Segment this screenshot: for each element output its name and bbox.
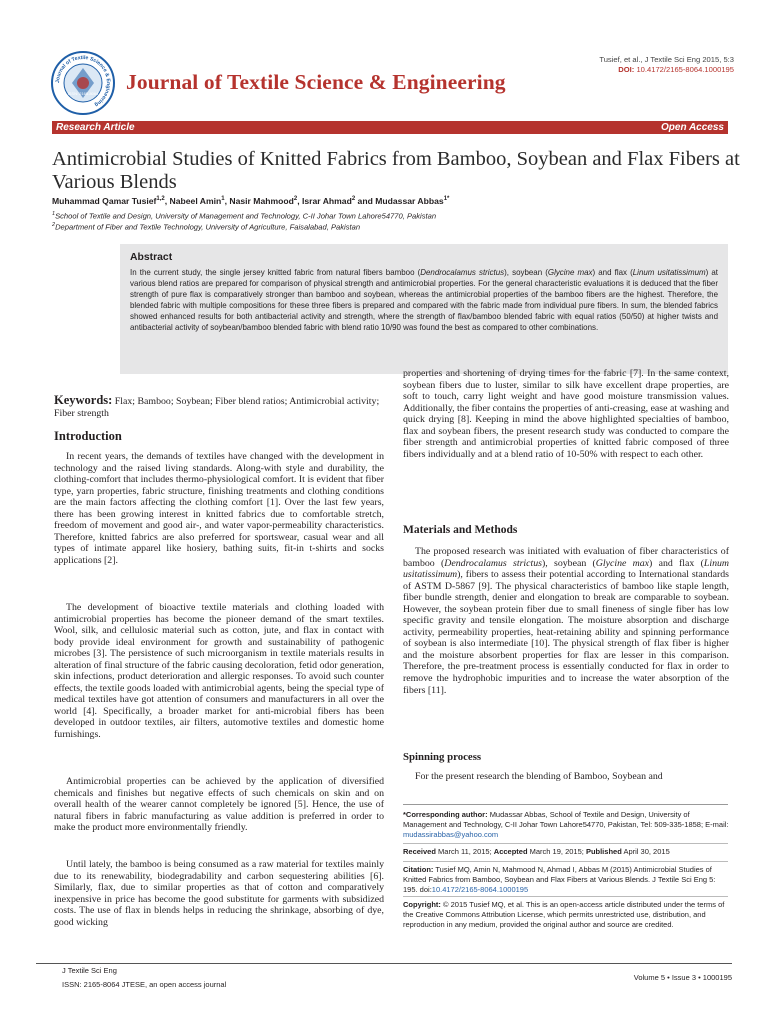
article-dates: Received March 11, 2015; Accepted March 19, 2015; Published April 30, 2015 <box>403 847 670 856</box>
intro-paragraph-3: Antimicrobial properties can be achieved by the application of diversified chemicals and finishes but negative effects of such chemicals on skin and on overall health of the wearer cannot completely be ignored [5]. Hence, the use of natural fibers in fabric manufacturing as value addition is preferred in order to make the product more environmentally friendly. <box>54 776 384 834</box>
keywords-text: Flax; Bamboo; Soybean; Fiber blend ratios; Antimicrobial activity; Fiber strength <box>54 396 380 419</box>
copyright-note: Copyright: © 2015 Tusief MQ, et al. This is an open-access article distributed under the terms of the Creative Commons Attribution License, which permits unrestricted use, distribution, and reproduction in any medium, provided the original author and source are credited. <box>403 900 725 929</box>
footnote-divider-4 <box>403 896 728 897</box>
keywords <box>54 394 384 420</box>
open-access-label: Open Access <box>661 122 724 133</box>
journal-seal-icon <box>50 50 116 116</box>
citation-note: Citation: Tusief MQ, Amin N, Mahmood N, Ahmad I, Abbas M (2015) Antimicrobial Studies of Knitted Fabrics from Bamboo, Soybean and Flax Fibers at Various Blends. J Textile Sci Eng 5: 195. doi:10.4172/2165-8064.1000195 <box>403 865 716 894</box>
footnote-divider-2 <box>403 843 728 844</box>
methods-heading: Materials and Methods <box>403 524 518 536</box>
journal-title: Journal of Textile Science & Engineering <box>126 70 506 94</box>
affiliation-2-text: Department of Fiber and Textile Technology, University of Agriculture, Faisalabad, Pakistan <box>55 222 361 232</box>
author-email-link[interactable]: mudassirabbas@yahoo.com <box>403 830 499 839</box>
footnote-divider-3 <box>403 861 728 862</box>
doi-line <box>599 65 734 75</box>
citation-header <box>599 55 734 75</box>
affiliation-1: $^1$School of Textile and Design, University of Management and Technology, C-II Johar Town Lahore54770, Pakistan <box>52 211 437 221</box>
article-type-bar <box>52 121 728 134</box>
intro-paragraph-4-continued: properties and shortening of drying times for the fabric [7]. In the same context, soybean fibers due to luster, similar to silk have excellent drape properties, are soft to touch, carry light weight and have good moisture transmission values. Additionally, the fiber contains the properties of anti-creasing, ease at washing and quick drying [8]. Keeping in mind the above highlighted specialties of bamboo, flax and soybean fibers, the present research study was conducted to compare the fiber strength and antimicrobial properties of knitted fabric composed of three fibers individually and at a blend ratio of 10-50% with respect to each other. <box>403 368 730 460</box>
corresponding-author: *Corresponding author: Mudassar Abbas, School of Textile and Design, University of Management and Technology, C-II Johar Town Lahore54770, Pakistan, Tel: 509-335-1858; E-mail: mudassirabbas@yahoo.com <box>403 810 729 839</box>
footer-rule <box>36 963 732 964</box>
abstract-box <box>120 244 728 374</box>
doi-link[interactable]: 10.4172/2165-8064.1000195 <box>636 65 734 74</box>
intro-paragraph-2: The development of bioactive textile materials and clothing loaded with antimicrobial properties has become the pioneer demand of the smart textiles. Wool, silk, and cellulosic material such as cotton, jute, and flax in contact with body provide ideal environment for growth and sustainability of pathogenic microbes [3]. The persistence of such microorganism in textile materials results in alteration of final structure of the fabric causing decoloration, fetid odor generation, skin infections, product deterioration and allergic responses. To avoid such counter effects, the textile goods loaded with antimicrobial agents, being the special type of medical textiles have got attention of consumers and manufacturers in all over the world [4]. Specifically, a broader market for anti-microbial fibers has been developed in outdoor textiles, air filters, automotive textiles and domestic home furnishings. <box>54 602 384 741</box>
journal-logo <box>50 50 116 116</box>
footnote-divider <box>403 804 728 805</box>
introduction-heading: Introduction <box>54 429 122 443</box>
logo-issn: ISSN: 2165-8064 <box>67 91 99 96</box>
footer-volume: Volume 5 • Issue 3 • 1000195 <box>633 973 732 982</box>
logo-ring-text: Journal of Textile Science & Engineering <box>54 54 112 108</box>
footer-issn: ISSN: 2165-8064 JTESE, an open access journal <box>62 980 227 989</box>
citation-short: Tusief, et al., J Textile Sci Eng 2015, 5:3 <box>599 55 734 64</box>
spinning-paragraph: For the present research the blending of Bamboo, Soybean and <box>415 771 663 782</box>
doi-label: DOI: <box>618 65 635 74</box>
spinning-process-heading: Spinning process <box>403 751 482 763</box>
citation-doi-link[interactable]: 10.4172/2165-8064.1000195 <box>431 885 529 894</box>
abstract-heading: Abstract <box>130 252 173 263</box>
keywords-label: Keywords: <box>54 393 113 407</box>
methods-paragraph: The proposed research was initiated with evaluation of fiber characteristics of bamboo (Dendrocalamus strictus), soybean (Glycine max) and flax (Linum usitatissimum), fibers to assess their potential according to International standards of ASTM D-5867 [9]. The physical characteristics of bamboo like staple length, fiber bundle strength, denier and elongation to break are comparable to soybean. However, the soybean protein fiber due to small fineness of single fiber has low specific gravity and tensile elongation. The moisture absorption and discharge activity, permeability properties, heat-retaining ability and spinning performance of soybean is also intermediate [10]. The physical strength of flax fiber is higher and the moisture absorbent properties for flax are lesser in this comparison. Therefore, the pre-treatment process is essentially conducted for flax in order to remove the hydrophobic impurities and to increase the water absorption of the fibers [11]. <box>403 546 730 696</box>
article-title: Antimicrobial Studies of Knitted Fabrics from Bamboo, Soybean and Flax Fibers at Various Blends <box>52 148 740 193</box>
affiliation-2: $^2$Department of Fiber and Textile Technology, University of Agriculture, Faisalabad, Pakistan <box>52 222 361 232</box>
footer-journal: J Textile Sci Eng <box>62 966 117 975</box>
research-article-label: Research Article <box>56 122 135 133</box>
abstract-text: In the current study, the single jersey knitted fabric from natural fibers bamboo (Dendrocalamus strictus), soybean (Glycine max) and flax (Linum usitatissimum) at various blend ratios are prepared for comparison of physical strength and antimicrobial properties. For the general characteristic evaluations it is deduced that the fiber strength of pure flax is comparatively stronger than bamboo and soybean, whereas the antimicrobial properties of the bamboo fibers are the highest. Therefore, the blended fabric with multiple compositions for these three fibers is prepared and compared with the fabric made from individual pure fibers. In sum, the blended fabrics showed enhanced results for both antibacterial activity and strength, where the strength of flax/bamboo blended fabric with equal ratios (50/50) at higher twists and antibacterial activity of soybean/bamboo blended fabric with blend ratio 10/90 was found the best as compared to other combinations. <box>130 268 718 332</box>
intro-paragraph-4: Until lately, the bamboo is being consumed as a raw material for textiles mainly due to its renewability, biodegradability and carbon sequestering abilities [6]. Similarly, flax, due to similar properties as that of cotton and comparatively inexpensive in price has become the good substitute for garments with subsidized costs. The use of flax in blends helps in reducing the shrinkage, absorbing of dye, good wicking <box>54 859 384 928</box>
affiliation-1-text: School of Textile and Design, University of Management and Technology, C-II Johar Town Lahore54770, Pakistan <box>55 211 437 221</box>
intro-paragraph-1: In recent years, the demands of textiles have changed with the development in technology and the raised living standards. Along-with style and durability, the clothing-comfort that includes thermo-physiological comfort. It is evident that fiber type, yarn properties, fabric structure, finishing treatments and clothing conditions are the main factors affecting the clothing comfort [1]. Over the last few years, there has been growing interest in knitted fabrics due to comfortable stretch, freedom of movement and good air-, and water vapor-permeability characteristics. Therefore, knitted fabrics are also preferred for sportswear, casual wear and all types of intimate apparel like hosiery, bathing suits, fit-in t-shirts and socks applications [2]. <box>54 451 384 566</box>
author-list: Muhammad Qamar Tusief$^{1,2}$, Nabeel Amin$^1$, Nasir Mahmood$^2$, Israr Ahmad$^2$ and Mudassar Abbas$^{1*}$ <box>52 196 450 206</box>
